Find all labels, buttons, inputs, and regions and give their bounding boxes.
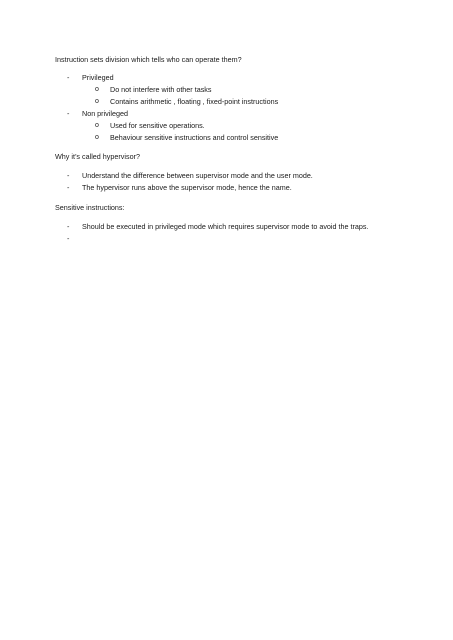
sublist-marker: o xyxy=(95,86,99,93)
intro-paragraph: Instruction sets division which tells who can operate them? xyxy=(55,55,242,64)
list-item: The hypervisor runs above the supervisor mode, hence the name. xyxy=(82,183,292,192)
list-marker: - xyxy=(67,109,70,118)
list-item-privileged: Privileged xyxy=(82,73,114,82)
sublist-marker: o xyxy=(95,98,99,105)
list-marker: - xyxy=(67,234,70,243)
sublist-item: Used for sensitive operations. xyxy=(110,121,205,130)
sublist-marker: o xyxy=(95,134,99,141)
sublist-item: Behaviour sensitive instructions and control sensitive xyxy=(110,133,279,142)
section-heading-sensitive: Sensitive instructions: xyxy=(55,203,125,212)
sublist-marker: o xyxy=(95,122,99,129)
list-item-non-privileged: Non privileged xyxy=(82,109,128,118)
sublist-item: Do not interfere with other tasks xyxy=(110,85,212,94)
list-marker: - xyxy=(67,183,70,192)
list-marker: - xyxy=(67,73,70,82)
list-item: Should be executed in privileged mode which requires supervisor mode to avoid the traps. xyxy=(82,222,369,231)
sublist-item: Contains arithmetic , floating , fixed-point instructions xyxy=(110,97,279,106)
list-marker: - xyxy=(67,171,70,180)
list-item: Understand the difference between supervisor mode and the user mode. xyxy=(82,171,313,180)
list-marker: - xyxy=(67,222,70,231)
section-heading-hypervisor: Why it’s called hypervisor? xyxy=(55,152,140,161)
